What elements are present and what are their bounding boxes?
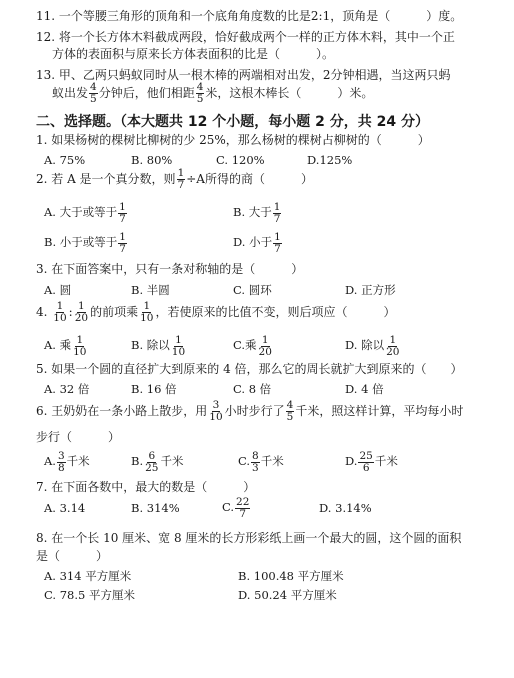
q2-text-pre: 2. 若 A 是一个真分数，则 — [36, 172, 176, 186]
question-12-line2: 方体的表面积与原来长方体表面积的比是（ ）。 — [52, 47, 335, 61]
question-8-line2: 是（ ） — [36, 549, 109, 563]
q4-number: 4. — [36, 305, 48, 319]
q6-option-c: C. $\frac{8}{3}$ 千米 — [238, 449, 284, 474]
q4-option-d: D. 除以 $\frac{1}{20}$ — [345, 333, 400, 358]
q2-c-fraction: $\frac{1}{7}$ — [119, 230, 126, 255]
question-4-stem: 4. $\frac{1}{10}$ : $\frac{1}{20}$ 的前项乘 $\frac{1}{10}$ ，若使原来的比值不变，则后项应（ ） — [36, 300, 396, 324]
question-2-stem — [36, 166, 313, 192]
q4-option-a: A. 乘 $\frac{1}{10}$ — [44, 333, 87, 358]
q13-fraction-2: $\frac{4}{5}$ — [196, 81, 204, 105]
q13-fraction-1: $\frac{4}{5}$ — [90, 81, 97, 105]
q4-b-fraction: $\frac{1}{10}$ — [171, 333, 186, 358]
q6-option-b: B. $\frac{6}{25}$ 千米 — [131, 449, 184, 474]
question-6-line2: 步行（ ） — [36, 430, 121, 444]
q6-c-fraction: $\frac{8}{3}$ — [252, 449, 259, 474]
q1-option-b: B. 80% — [131, 153, 173, 167]
question-1-stem: 1. 如果杨树的棵树比柳树的少 25%，那么杨树的棵树占柳树的（ ） — [36, 133, 430, 147]
section-2-title: 二、选择题。（本大题共 12 个小题，每小题 2 分，共 24 分） — [36, 114, 429, 130]
q5-option-b: B. 16 倍 — [131, 382, 177, 396]
q13-text-mid: 分钟后，他们相距 — [98, 86, 195, 100]
q8-option-b: B. 100.48 平方厘米 — [238, 569, 344, 583]
q6-option-d: D. $\frac{25}{6}$ 千米 — [345, 449, 398, 474]
question-12-line1: 12. 将一个长方体木料截成两段，恰好截成两个一样的正方体木料，其中一个正 — [36, 30, 455, 44]
question-6-stem: 6. 王奶奶在一条小路上散步，用 $\frac{3}{10}$ 小时步行了 $\frac{4}{5}$ 千米，照这样计算，平均每小时 — [36, 399, 464, 423]
q2-option-c: B. 小于或等于 $\frac{1}{7}$ — [44, 230, 126, 255]
q2-fraction: $\frac{1}{7}$ — [177, 167, 185, 191]
q6-fraction-2: $\frac{4}{5}$ — [286, 399, 294, 423]
q1-option-c: C. 120% — [216, 153, 265, 167]
q4-c-fraction: $\frac{1}{20}$ — [258, 333, 272, 358]
q4-fraction-1: $\frac{1}{10}$ — [53, 300, 67, 324]
q7-option-a: A. 3.14 — [44, 501, 86, 515]
q2-option-b: B. 大于 $\frac{1}{7}$ — [233, 200, 281, 225]
q4-option-c: C.乘 $\frac{1}{20}$ — [233, 333, 272, 358]
q8-option-c: C. 78.5 平方厘米 — [44, 588, 135, 602]
q2-option-a: A. 大于或等于 $\frac{1}{7}$ — [44, 200, 126, 225]
q3-option-d: D. 正方形 — [345, 283, 396, 297]
q6-b-fraction: $\frac{6}{25}$ — [145, 449, 159, 474]
q4-fraction-3: $\frac{1}{10}$ — [140, 300, 154, 324]
question-5-stem: 5. 如果一个圆的直径扩大到原来的 4 倍，那么它的周长就扩大到原来的（ ） — [36, 362, 463, 376]
question-7-stem: 7. 在下面各数中，最大的数是（ ） — [36, 480, 256, 494]
q2-d-fraction: $\frac{1}{7}$ — [274, 230, 281, 255]
q3-option-c: C. 圆环 — [233, 283, 272, 297]
q2-b-fraction: $\frac{1}{7}$ — [273, 200, 281, 225]
q2-a-fraction: $\frac{1}{7}$ — [119, 200, 126, 225]
question-13-line1: 13. 甲、乙两只蚂蚁同时从一根木棒的两端相对出发，2分钟相遇，当这两只蚂 — [36, 68, 451, 82]
q6-d-fraction: $\frac{25}{6}$ — [359, 449, 373, 474]
q6-fraction-1: $\frac{3}{10}$ — [209, 399, 223, 423]
q4-a-fraction: $\frac{1}{10}$ — [73, 333, 87, 358]
question-11: 11. 一个等腰三角形的顶角和一个底角角度数的比是2:1，顶角是（ ）度。 — [36, 9, 463, 23]
q5-option-a: A. 32 倍 — [44, 382, 90, 396]
q8-option-a: A. 314 平方厘米 — [44, 569, 132, 583]
q2-text-post: ÷A所得的商（ ） — [186, 172, 313, 186]
q1-option-d: D.125% — [307, 153, 353, 167]
q7-c-fraction: $\frac{22}{7}$ — [236, 495, 250, 520]
question-8-line1: 8. 在一个长 10 厘米、宽 8 厘米的长方形彩纸上画一个最大的圆，这个圆的面积 — [36, 531, 462, 545]
q13-text-pre: 蚁出发 — [52, 86, 89, 100]
q5-option-d: D. 4 倍 — [345, 382, 384, 396]
q3-option-a: A. 圆 — [44, 283, 72, 297]
q6-a-fraction: $\frac{3}{8}$ — [57, 449, 65, 474]
q3-option-b: B. 半圆 — [131, 283, 170, 297]
q1-option-a: A. 75% — [44, 153, 86, 167]
q4-fraction-2: $\frac{1}{20}$ — [74, 300, 89, 324]
question-3-stem: 3. 在下面答案中，只有一条对称轴的是（ ） — [36, 262, 304, 276]
q6-option-a: A. $\frac{3}{8}$ 千米 — [44, 449, 90, 474]
q5-option-c: C. 8 倍 — [233, 382, 272, 396]
q2-option-d: D. 小于 $\frac{1}{7}$ — [233, 230, 281, 255]
q4-d-fraction: $\frac{1}{20}$ — [386, 333, 400, 358]
q4-option-b: B. 除以 $\frac{1}{10}$ — [131, 333, 186, 358]
q13-text-post: 米，这根木棒长（ ）米。 — [205, 86, 374, 100]
question-13-line2 — [52, 80, 373, 106]
q8-option-d: D. 50.24 平方厘米 — [238, 588, 337, 602]
q7-option-b: B. 314% — [131, 501, 180, 515]
q7-option-d: D. 3.14% — [319, 501, 372, 515]
q7-option-c: C. $\frac{22}{7}$ — [222, 495, 250, 520]
